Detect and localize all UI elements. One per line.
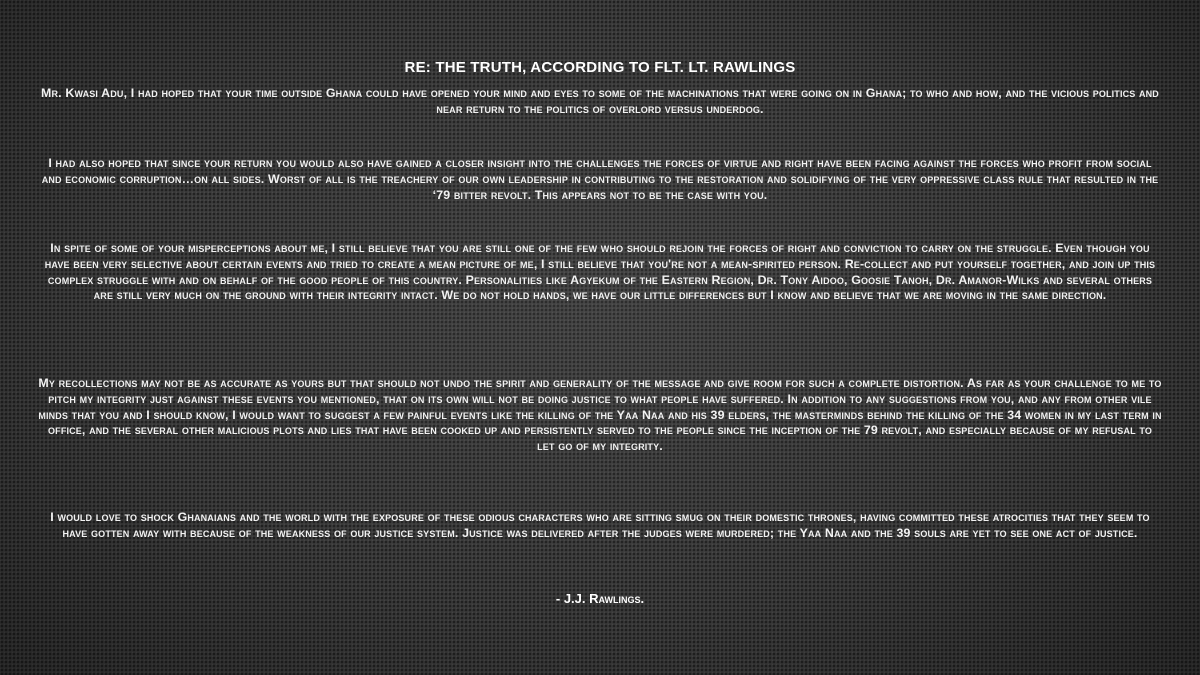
letter-paragraph-3: In spite of some of your misperceptions about me, I still believe that you are still one of the few who should rejoin the forces of right and conviction to carry on the struggle. Even though you have been very selective about certain events and tried to create a mean picture of me, I still believe that you're not a mean-spirited person. Re-collect and put yourself together, and join up this complex struggle with and on behalf of the good people of this country. Personalities like Agyekum of the Eastern Region, Dr. Tony Aidoo, Goosie Tanoh, Dr. Amanor-Wilks and several others are still very much on the ground with their integrity intact. We do not hold hands, we have our little differences but I know and believe that we are moving in the same direction.	[44, 241, 1156, 303]
letter-title: RE: THE TRUTH, ACCORDING TO FLT. LT. RAWLINGS	[404, 59, 796, 76]
letter-paragraph-5: I would love to shock Ghanaians and the world with the exposure of these odious characters who are sitting smug on their domestic thrones, having committed these atrocities that they seem to have gotten away with because of the weakness of our justice system. Justice was delivered after the judges were murdered; the Yaa Naa and the 39 souls are yet to see one act of justice.	[50, 510, 1150, 540]
letter-paragraph-2: I had also hoped that since your return you would also have gained a closer insight into the challenges the forces of virtue and right have been facing against the forces who profit from social and economic corruption…on all sides. Worst of all is the treachery of our own leadership in contributing to the restoration and solidifying of the very oppressive class rule that resulted in the ‘79 bitter revolt. This appears not to be the case with you.	[41, 156, 1159, 202]
letter-signature: - J.J. Rawlings.	[555, 591, 645, 606]
letter-paragraph-1: Mr. Kwasi Adu, I had hoped that your time outside Ghana could have opened your mind and eyes to some of the machinations that were going on in Ghana; to who and how, and the vicious politics and near return to the politics of overlord versus underdog.	[41, 86, 1159, 116]
letter-paragraph-4: My recollections may not be as accurate as yours but that should not undo the spirit and generality of the message and give room for such a complete distortion. As far as your challenge to me to pitch my integrity just against these events you mentioned, that on its own will not be doing justice to what people have suffered. In addition to any suggestions from you, and any from other vile minds that you and I should know, I would want to suggest a few painful events like the killing of the Yaa Naa and his 39 elders, the masterminds behind the killing of the 34 women in my last term in office, and the several other malicious plots and lies that have been cooked up and persistently served to the people since the inception of the 79 revolt, and especially because of my refusal to let go of my integrity.	[38, 376, 1162, 454]
